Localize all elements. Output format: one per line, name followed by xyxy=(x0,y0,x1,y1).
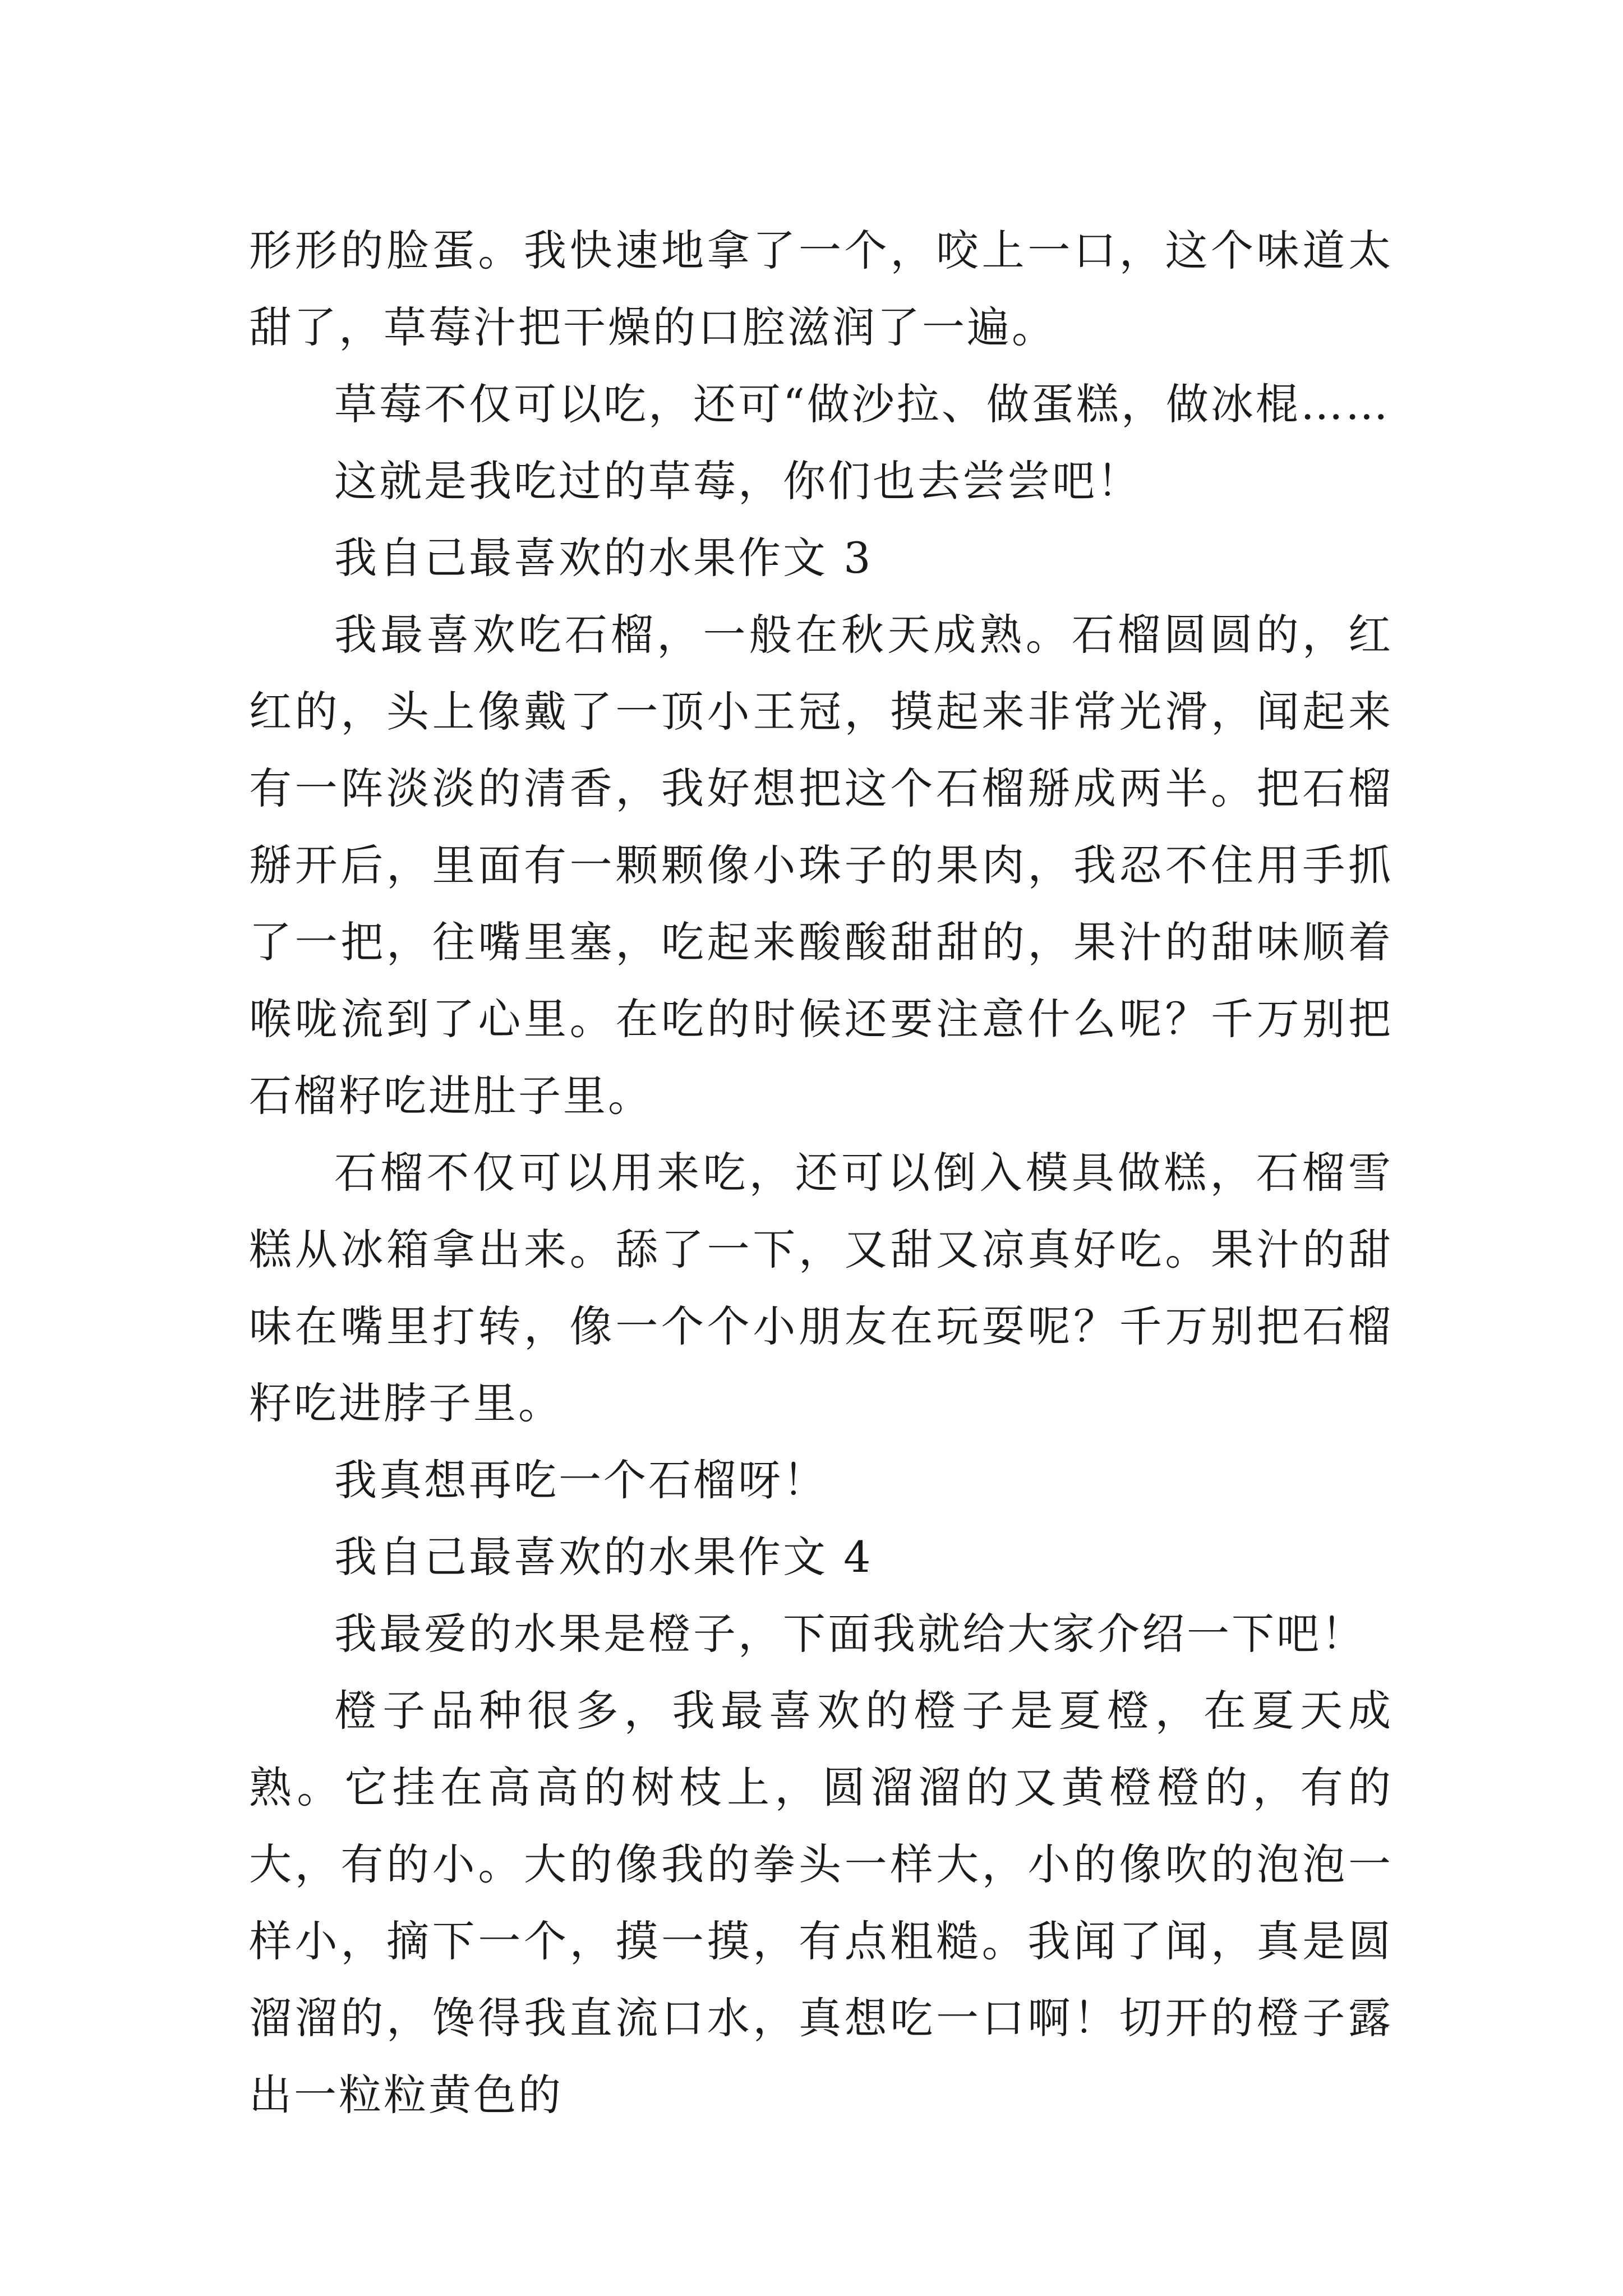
paragraph-5: 我最喜欢吃石榴，一般在秋天成熟。石榴圆圆的，红红的，头上像戴了一顶小王冠，摸起来非常光滑，闻起来有一阵淡淡的清香，我好想把这个石榴掰成两半。把石榴掰开后，里面有一颗颗像小珠子的果肉，我忍不住用手抓了一把，往嘴里塞，吃起来酸酸甜甜的，果汁的甜味顺着喉咙流到了心里。在吃的时候还要注意什么呢？千万别把石榴籽吃进肚子里。 xyxy=(249,610,1393,1121)
paragraph-3: 这就是我吃过的草莓，你们也去尝尝吧！ xyxy=(334,456,1142,506)
essay-heading-3: 我自己最喜欢的水果作文 3 xyxy=(334,533,873,583)
essay-body xyxy=(249,212,1393,2133)
essay-heading-4: 我自己最喜欢的水果作文 4 xyxy=(334,1532,873,1582)
paragraph-1: 形形的脸蛋。我快速地拿了一个，咬上一口，这个味道太甜了，草莓汁把干燥的口腔滋润了一遍。 xyxy=(249,226,1393,352)
paragraph-10: 橙子品种很多，我最喜欢的橙子是夏橙，在夏天成熟。它挂在高高的树枝上，圆溜溜的又黄橙橙的，有的大，有的小。大的像我的拳头一样大，小的像吹的泡泡一样小，摘下一个，摸一摸，有点粗糙。我闻了闻，真是圆溜溜的，馋得我直流口水，真想吃一口啊！切开的橙子露出一粒粒黄色的 xyxy=(249,1686,1393,2120)
paragraph-7: 我真想再吃一个石榴呀！ xyxy=(334,1455,828,1505)
paragraph-6: 石榴不仅可以用来吃，还可以倒入模具做糕，石榴雪糕从冰箱拿出来。舔了一下，又甜又凉真好吃。果汁的甜味在嘴里打转，像一个个小朋友在玩耍呢？千万别把石榴籽吃进脖子里。 xyxy=(249,1148,1393,1428)
paragraph-9: 我最爱的水果是橙子，下面我就给大家介绍一下吧！ xyxy=(334,1609,1366,1659)
paragraph-2: 草莓不仅可以吃，还可“做沙拉、做蛋糕，做冰棍…… xyxy=(334,379,1390,429)
